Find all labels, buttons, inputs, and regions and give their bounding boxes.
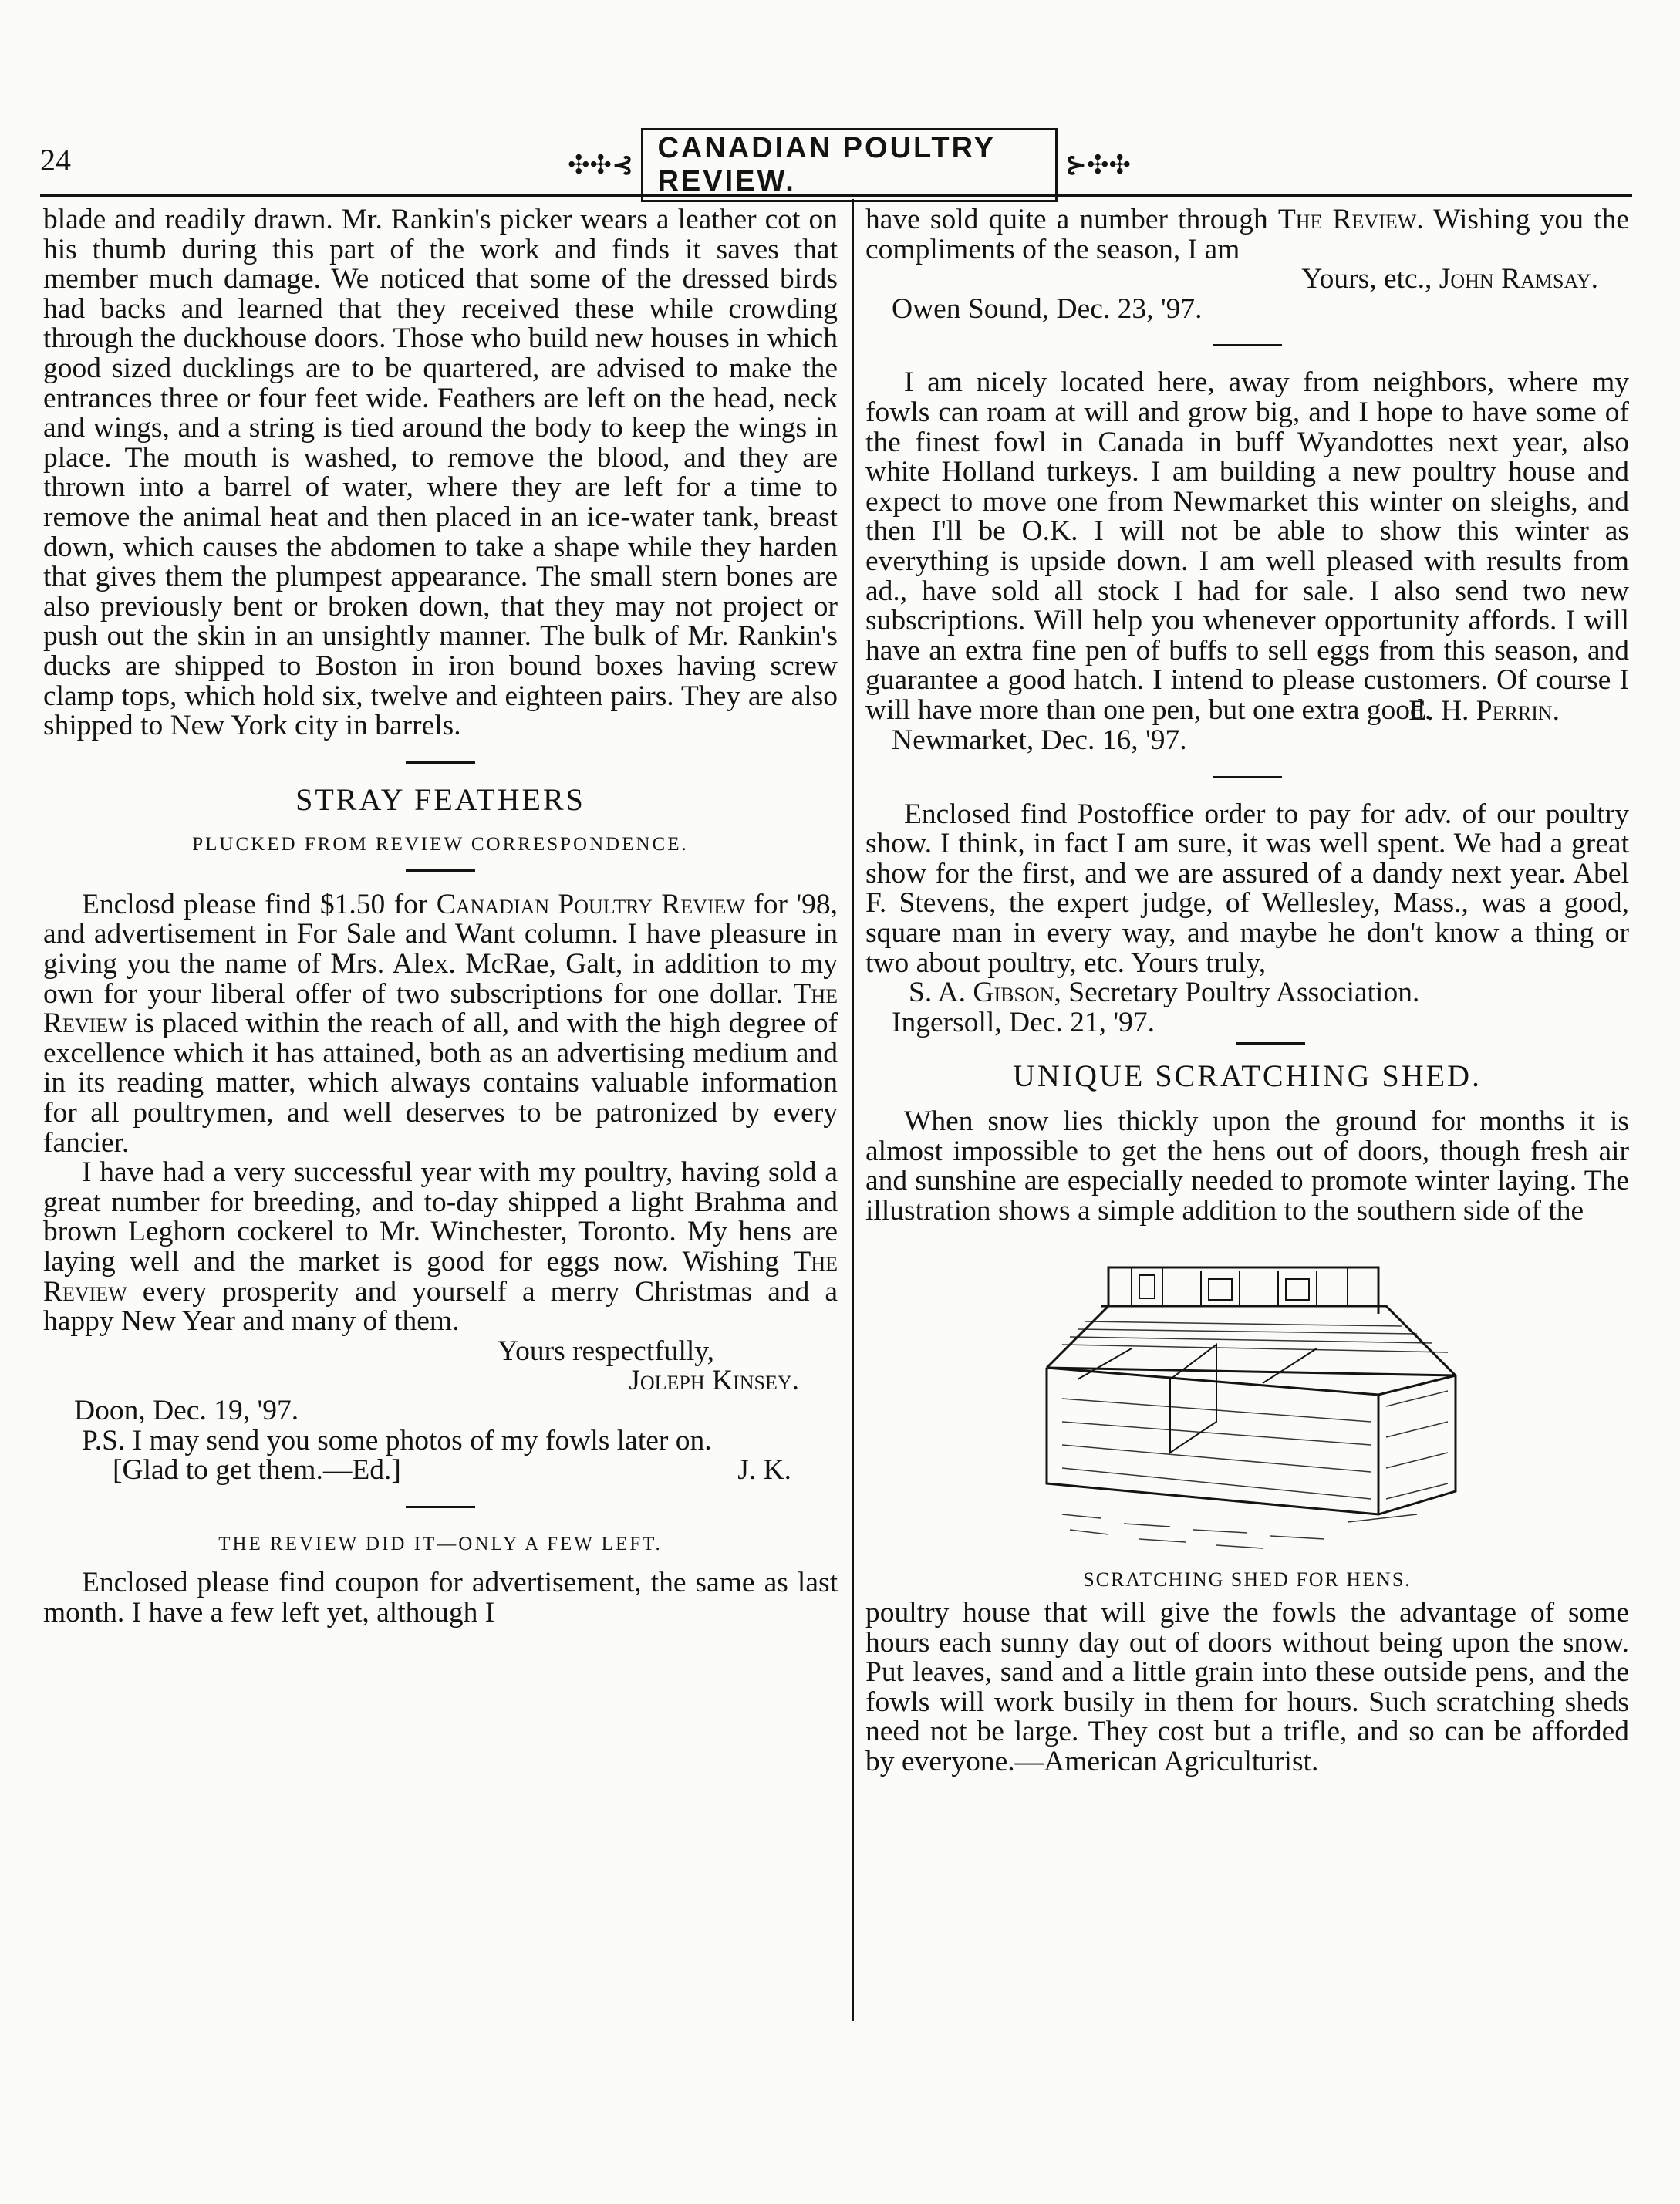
letter-5: Enclosed find Postoffice order to pay for adv. of our poultry show. I think, in fact I am sure, it was well spent. We had a great show for the first, and we are assured of a dandy next year. Abel F. Stevens, the expert judge, of Wellesley, Mass., was a good, square man in every way, and maybe he don't know a thing or two about poultry, etc. Yours truly, — [865, 798, 1629, 979]
article-paragraph-1: When snow lies thickly upon the ground for months it is almost impossible to get the hens out of doors, though fresh air and sunshine are especially needed to promote winter laying. The illustration shows a simple addition to the southern side of the — [865, 1105, 1629, 1227]
header-rule — [40, 194, 1632, 197]
letter-2-review: The Review — [43, 1246, 838, 1308]
section-2-title: THE REVIEW DID IT—ONLY A FEW LEFT. — [218, 1533, 663, 1554]
letter-1-part-c: is placed within the reach of all, and with the high degree of excellence which it has attained, both as an advertising medium and in its reading matter, which always contains valuable information for all poultrymen, and well deserves to be patronized by every fancier. — [43, 1007, 838, 1159]
letter-5-signature-name: S. A. Gibson — [909, 977, 1054, 1009]
letter-2-ps-text: P.S. I may send you some photos of my fowls later on. — [82, 1424, 712, 1456]
masthead-title: CANADIAN POULTRY REVIEW. — [641, 128, 1057, 202]
letter-rule-1 — [1213, 344, 1282, 346]
scratching-shed-illustration — [1016, 1252, 1479, 1554]
letter-3-part-c: . Wishing you the compliments of the season, I am — [865, 204, 1629, 265]
letter-4-signature: E. H. Perrin. — [1408, 694, 1560, 727]
letter-4: I am nicely located here, away from neighbors, where my fowls can roam at will and grow big, and I hope to have some of the finest fowl in Canada in buff Wyandottes next year, also white Holland turkeys. I am building a new poultry house and expect to move one from Newmarket this winter on sleighs, and then I'll be O.K. I will not be able to show this winter as everything is upside down. I am well pleased with results from ad., have sold all stock I had for sale. I also send two new subscriptions. Will help you whenever opportunity affords. I will have an extra fine pen of buffs to sell eggs from this season, and guarantee a good hatch. I intend to please customers. Of course I will have more than one pen, but one extra good. — [865, 366, 1629, 726]
letter-1-publication: Canadian Poultry Review — [436, 888, 745, 920]
subtitle-rule — [406, 869, 475, 872]
column-divider — [852, 199, 854, 2021]
left-column — [43, 205, 838, 1629]
letter-3-continued — [865, 205, 1629, 265]
letter-1-review: The Review — [43, 977, 838, 1040]
letter-2-dateline: Doon, Dec. 19, '97. — [74, 1394, 299, 1426]
figure-caption: SCRATCHING SHED FOR HENS. — [1083, 1568, 1412, 1591]
letter-5-signature-title: , Secretary Poultry Association. — [1054, 977, 1420, 1009]
section-title: STRAY FEATHERS — [295, 781, 585, 817]
article-continuation: blade and readily drawn. Mr. Rankin's picker wears a leather cot on his thumb during this part of the work and finds it saves that member much damage. We noticed that some of the dressed birds had backs and learned that they received these while crowding through the duckhouse doors. Those who build new houses in which good sized ducklings are to be quartered, are advised to make the entrances three or four feet wide. Feathers are left on the head, neck and wings, and a string is tied around the body to keep the wings in place. The mouth is washed, to remove the blood, and they are thrown into a barrel of water, where they are left for a time to remove the animal heat and then placed in an ice-water tank, breast down, which causes the abdomen to take a shape while they harden that gives them the plumpest appearance. The small stern bones are also previously bent or broken down, that they may not project or push out the skin in an unsightly manner. The bulk of Mr. Rankin's ducks are shipped to Boston in iron bound boxes having screw clamp tops, which hold six, twelve and eighteen pairs. They are also shipped to New York city in barrels. — [43, 204, 838, 742]
letter-3-signature: John Ramsay. — [1439, 263, 1598, 295]
letter-rule-2 — [1213, 776, 1282, 778]
letter-3-signoff — [865, 265, 1629, 295]
ornament-left-icon: ✣✣⊰ — [568, 150, 634, 180]
section-subtitle: PLUCKED FROM REVIEW CORRESPONDENCE. — [192, 834, 689, 856]
section-rule — [406, 761, 475, 764]
letter-3-part-b: have sold quite a number through — [865, 204, 1278, 235]
letter-5-dateline: Ingersoll, Dec. 21, '97. — [892, 1006, 1155, 1038]
letter-1 — [43, 890, 838, 1158]
article-title: UNIQUE SCRATCHING SHED. — [1013, 1058, 1482, 1094]
article-rule — [1236, 1042, 1305, 1045]
section-rule-2 — [406, 1506, 475, 1508]
page-number: 24 — [40, 143, 71, 177]
letter-2-part-b: every prosperity and yourself a merry Christmas and a happy New Year and many of them. — [43, 1275, 838, 1338]
letter-2 — [43, 1158, 838, 1337]
letter-2-part-a: I have had a very successful year with my poultry, having sold a great number for breeding, and to-day shipped a light Brahma and brown Leghorn cockerel to Mr. Winchester, Toronto. My hens are laying well and the market is good for eggs now. Wishing — [43, 1156, 838, 1278]
letter-3-start: Enclosed please find coupon for advertisement, the same as last month. I have a few left yet, although I — [43, 1567, 838, 1629]
letter-1-part-b: for '98, and advertisement in For Sale and Want column. I have pleasure in giving you the name of Mrs. Alex. McRae, Galt, in addition to my own for your liberal offer of two subscriptions for one dollar. — [43, 888, 838, 1010]
letter-3-dateline: Owen Sound, Dec. 23, '97. — [892, 292, 1203, 325]
right-column — [865, 205, 1629, 1777]
article-paragraph-2: poultry house that will give the fowls the advantage of some hours each sunny day out of doors without being upon the snow. Put leaves, sand and a little grain into these outside pens, and the fowls will work busily in them for hours. Such scratching sheds need not be large. They cost but a trifle, and so can be afforded by everyone.—American Agriculturist. — [865, 1597, 1629, 1777]
ornament-right-icon: ⊱✣✣ — [1064, 150, 1131, 180]
letter-2-signature: Joleph Kinsey. — [629, 1365, 799, 1397]
letter-2-ps-initials: J. K. — [737, 1454, 791, 1487]
letter-1-part-a: Enclosd please find $1.50 for — [82, 888, 437, 920]
editor-note: [Glad to get them.—Ed.] — [113, 1454, 401, 1487]
letter-2-closing: Yours respectfully, — [497, 1335, 714, 1367]
letter-5-signoff — [865, 978, 1629, 1008]
scratching-shed-drawing — [1016, 1252, 1479, 1554]
letter-3-review: The Review — [1277, 204, 1417, 235]
letter-3-closing: Yours, etc., — [1301, 263, 1439, 295]
letter-4-dateline: Newmarket, Dec. 16, '97. — [892, 724, 1187, 757]
masthead — [560, 132, 1139, 197]
